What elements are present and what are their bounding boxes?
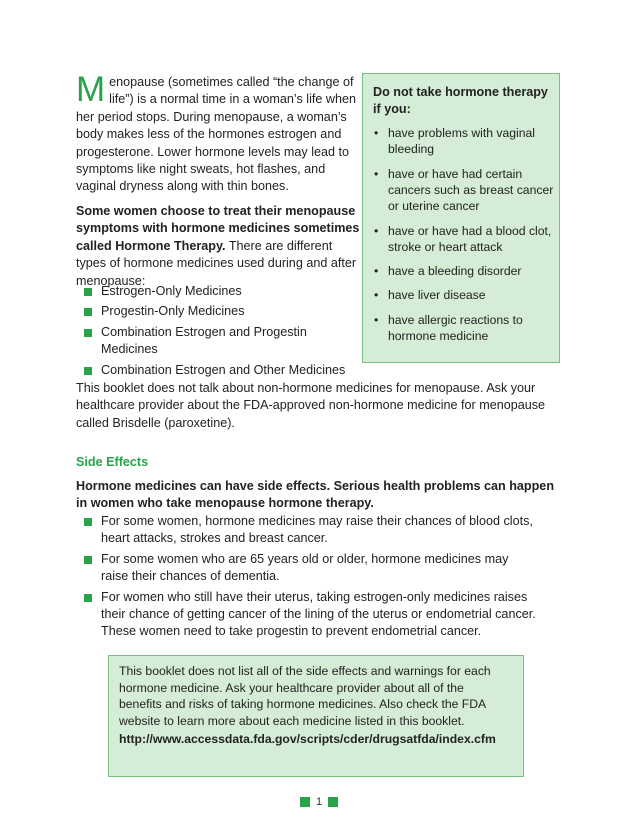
intro-text: enopause (sometimes called “the change of life”) is a normal time in a woman’s life when her period stops. During menopause, a woman’s body makes less of the hormones estrogen and progesterone. Lower hormone levels may lead to symptoms like night sweats, hot flashes, and vaginal dryness along with thin bones. [76,75,356,194]
list-item: • have allergic reactions to hormone medicine [374,312,523,344]
note-box [108,655,524,777]
list-item: Progestin-Only Medicines [76,303,376,320]
list-item: • have liver disease [374,288,486,303]
contraindications-heading: Do not take hormone therapy if you: [373,85,548,116]
bullet-square-icon [84,308,92,316]
bullet-square-icon [84,518,92,526]
side-effects-heading: Side Effects [76,455,149,469]
page-number-footer [300,796,338,808]
bullet-square-icon [84,367,92,375]
bullet-square-icon [84,556,92,564]
drop-cap: M [76,70,106,109]
page-number: 1 [315,796,323,808]
list-item: • have a bleeding disorder [374,264,522,279]
list-item: For some women who are 65 years old or older, hormone medicines may raise their chances of dementia. [76,551,536,586]
list-item: For some women, hormone medicines may raise their chances of blood clots, heart attacks, strokes and breast cancer. [76,513,536,548]
fda-link[interactable]: http://www.accessdata.fda.gov/scripts/cder/drugsatfda/index.cfm [119,732,496,747]
list-item: Combination Estrogen and Other Medicines [76,362,376,379]
treatment-paragraph [76,203,361,290]
bullet-square-icon [84,594,92,602]
bullet-square-icon [84,329,92,337]
bullet-square-icon [84,288,92,296]
list-item: • have problems with vaginal bleeding [374,126,536,157]
medicine-types-list [76,283,379,379]
list-item: Combination Estrogen and Progestin Medicines [76,324,351,359]
list-item: Estrogen-Only Medicines [76,283,376,300]
side-effects-list [76,513,536,641]
left-square-icon [300,797,310,807]
contraindications-box [362,73,560,363]
note-text: This booklet does not list all of the side effects and warnings for each hormone medicine. Ask your healthcare provider about all of the benefits and risks of taking hormone medicines. Also check the FDA website to learn more about each medicine listed in this booklet. [119,664,491,728]
bullet-dot-icon: • [374,223,379,238]
bullet-dot-icon: • [374,312,379,327]
bullet-dot-icon: • [374,126,379,140]
bullet-dot-icon: • [374,264,379,279]
list-item: • have or have had certain cancers such as breast cancer or uterine cancer [374,166,554,214]
list-item: For women who still have their uterus, taking estrogen-only medicines raises their chance of getting cancer of the lining of the uterus or endometrial cancer. These women need to take progestin to prevent endometrial cancer. [76,589,536,641]
right-square-icon [328,797,338,807]
bullet-dot-icon: • [374,288,379,303]
treatment-text: There are different types of hormone medicines used during and after menopause: [76,238,357,288]
intro-paragraph [76,70,366,196]
non-hormone-paragraph: This booklet does not talk about non-hormone medicines for menopause. Ask your healthcare provider about the FDA-approved non-hormone medicine for menopause called Brisdelle (paroxetine). [76,381,546,430]
list-item: • have or have had a blood clot, stroke or heart attack [374,223,552,255]
bullet-dot-icon: • [374,166,379,181]
treatment-lead: Some women choose to treat their menopause symptoms with hormone medicines sometimes called Hormone Therapy. [76,204,360,253]
side-effects-lead: Hormone medicines can have side effects. Serious health problems can happen in women who take menopause hormone therapy. [76,479,555,511]
